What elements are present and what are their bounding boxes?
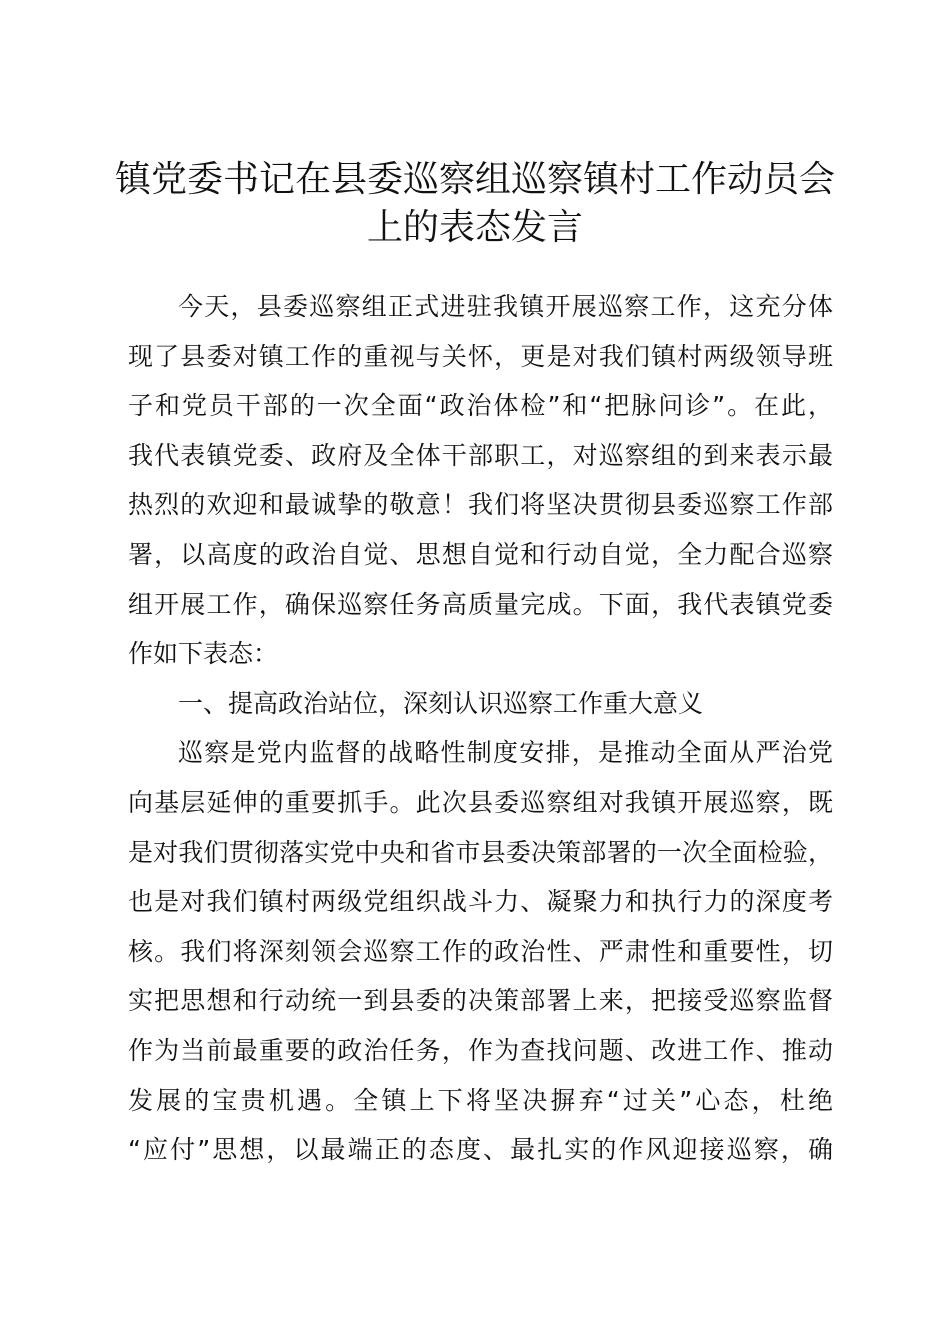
intro-line-4: 我代表镇党委、政府及全体干部职工，对巡察组的到来表示最 [128,440,833,470]
intro-line-2: 现了县委对镇工作的重视与关怀，更是对我们镇村两级领导班 [128,341,833,371]
section1-line-2: 向基层延伸的重要抓手。此次县委巡察组对我镇开展巡察，既 [128,787,833,817]
section1-line-1: 巡察是党内监督的战略性制度安排，是推动全面从严治党 [178,738,833,768]
document-body [128,282,833,1175]
intro-line-8: 作如下表态： [128,639,279,669]
intro-line-3: 子和党员干部的一次全面“政治体检”和“把脉问诊”。在此， [128,391,833,421]
intro-line-7: 组开展工作，确保巡察任务高质量完成。下面，我代表镇党委 [128,589,833,619]
section1-line-8: 发展的宝贵机遇。全镇上下将坚决摒弃“过关”心态，杜绝 [128,1085,833,1115]
title-line-1: 镇党委书记在县委巡察组巡察镇村工作动员会 [114,159,835,200]
section1-line-4: 也是对我们镇村两级党组织战斗力、凝聚力和执行力的深度考 [128,887,833,917]
section1-line-5: 核。我们将深刻领会巡察工作的政治性、严肃性和重要性，切 [128,936,833,966]
intro-line-1: 今天，县委巡察组正式进驻我镇开展巡察工作，这充分体 [178,292,833,321]
section1-line-7: 作为当前最重要的政治任务，作为查找问题、改进工作、推动 [128,1035,833,1065]
section1-line-3: 是对我们贯彻落实党中央和省市县委决策部署的一次全面检验， [128,837,833,867]
intro-line-6: 署，以高度的政治自觉、思想自觉和行动自觉，全力配合巡察 [128,539,833,569]
section-heading-1: 一、提高政治站位，深刻认识巡察工作重大意义 [178,688,704,718]
intro-line-5: 热烈的欢迎和最诚挚的敬意！我们将坚决贯彻县委巡察工作部 [128,490,833,520]
section1-line-9: “应付”思想，以最端正的态度、最扎实的作风迎接巡察，确 [128,1135,833,1165]
document-title [100,156,850,252]
title-line-2: 上的表态发言 [366,207,583,248]
section1-line-6: 实把思想和行动统一到县委的决策部署上来，把接受巡察监督 [128,986,833,1016]
